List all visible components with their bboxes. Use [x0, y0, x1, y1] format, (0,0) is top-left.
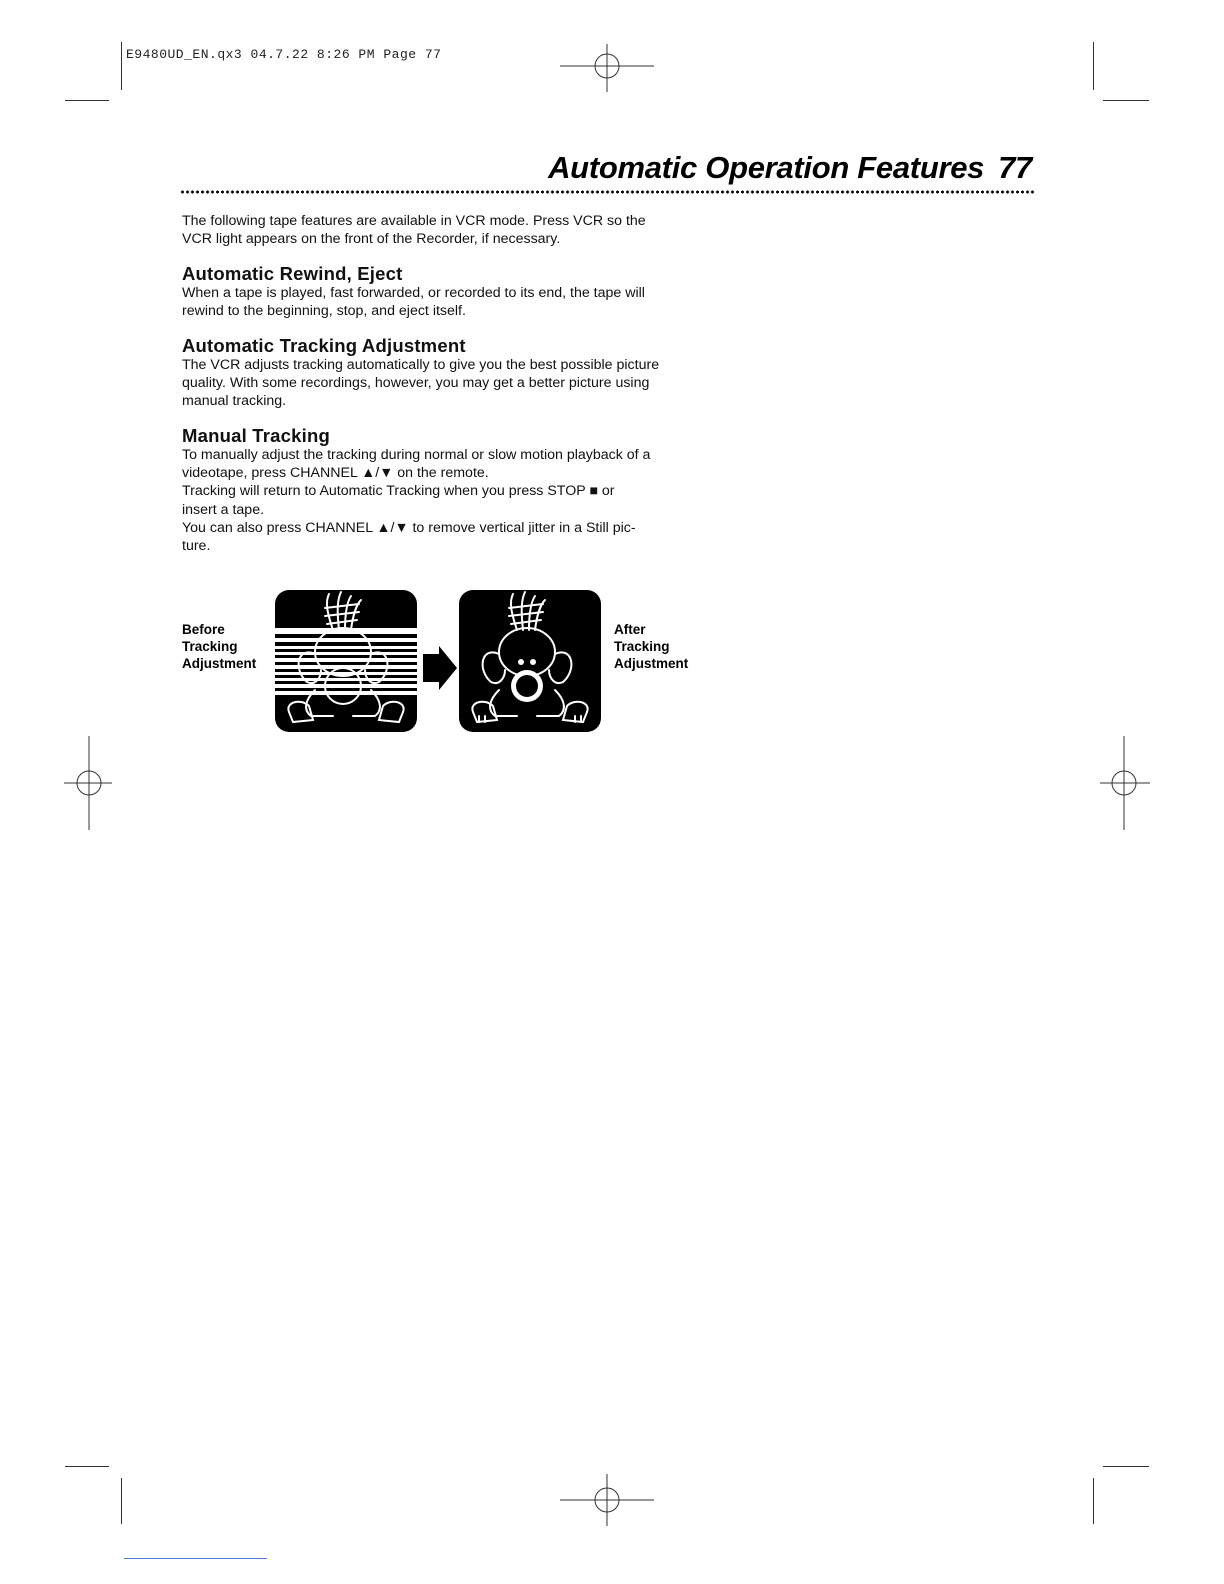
crop-mark-top-left-v — [121, 42, 122, 90]
registration-mark-left — [64, 736, 112, 830]
section-manual-tracking — [182, 425, 692, 555]
section-line: To manually adjust the tracking during normal or slow motion playback of a — [182, 447, 651, 463]
label-line: Adjustment — [182, 656, 257, 671]
after-tracking-picture — [459, 590, 601, 732]
section-line: quality. With some recordings, however, you may get a better picture using — [182, 375, 650, 392]
label-line: After — [614, 622, 646, 637]
section-line: You can also press CHANNEL ▲/▼ to remove vertical jitter in a Still pic- — [182, 519, 636, 536]
label-line: Adjustment — [614, 656, 689, 671]
crop-mark-bottom-left-h — [65, 1466, 109, 1467]
dotted-rule — [180, 190, 1035, 194]
intro-paragraph — [182, 212, 692, 248]
arrow-right-icon — [423, 646, 457, 690]
page-title-text: Automatic Operation Features — [548, 150, 985, 185]
section-heading: Automatic Tracking Adjustment — [182, 335, 466, 356]
label-line: Tracking — [614, 639, 670, 654]
crop-mark-bottom-left-v — [121, 1478, 122, 1524]
page-title — [548, 150, 1032, 186]
section-heading: Manual Tracking — [182, 425, 330, 446]
section-auto-rewind — [182, 263, 692, 320]
before-tracking-picture — [275, 590, 417, 732]
section-line: insert a tape. — [182, 501, 265, 518]
section-line: videotape, press CHANNEL ▲/▼ on the remote. — [182, 465, 489, 482]
crop-mark-bottom-right-h — [1103, 1466, 1149, 1467]
after-tracking-label — [614, 621, 688, 672]
section-line: When a tape is played, fast forwarded, or recorded to its end, the tape will — [182, 285, 645, 301]
section-auto-tracking — [182, 335, 692, 411]
crop-mark-top-right-v — [1093, 42, 1094, 90]
section-line: ture. — [182, 538, 211, 555]
intro-line: VCR light appears on the front of the Recorder, if necessary. — [182, 231, 561, 248]
section-line: The VCR adjusts tracking automatically to give you the best possible picture — [182, 357, 660, 373]
registration-mark-top — [560, 44, 654, 94]
before-tracking-label — [182, 621, 256, 672]
section-line: manual tracking. — [182, 393, 287, 410]
registration-mark-right — [1100, 736, 1150, 830]
page-number: 77 — [998, 150, 1032, 185]
section-heading: Automatic Rewind, Eject — [182, 263, 403, 284]
registration-mark-bottom — [560, 1474, 654, 1526]
section-line: rewind to the beginning, stop, and eject itself. — [182, 303, 466, 320]
label-line: Tracking — [182, 639, 238, 654]
crop-mark-bottom-right-v — [1093, 1478, 1094, 1524]
label-line: Before — [182, 622, 225, 637]
crop-mark-top-left-h — [65, 100, 109, 101]
crop-mark-top-right-h — [1103, 100, 1149, 101]
print-slug: E9480UD_EN.qx3 04.7.22 8:26 PM Page 77 — [126, 47, 442, 62]
section-line: Tracking will return to Automatic Tracking when you press STOP ■ or — [182, 483, 615, 500]
intro-line: The following tape features are available in VCR mode. Press VCR so the — [182, 213, 646, 229]
footer-rule — [124, 1558, 267, 1559]
